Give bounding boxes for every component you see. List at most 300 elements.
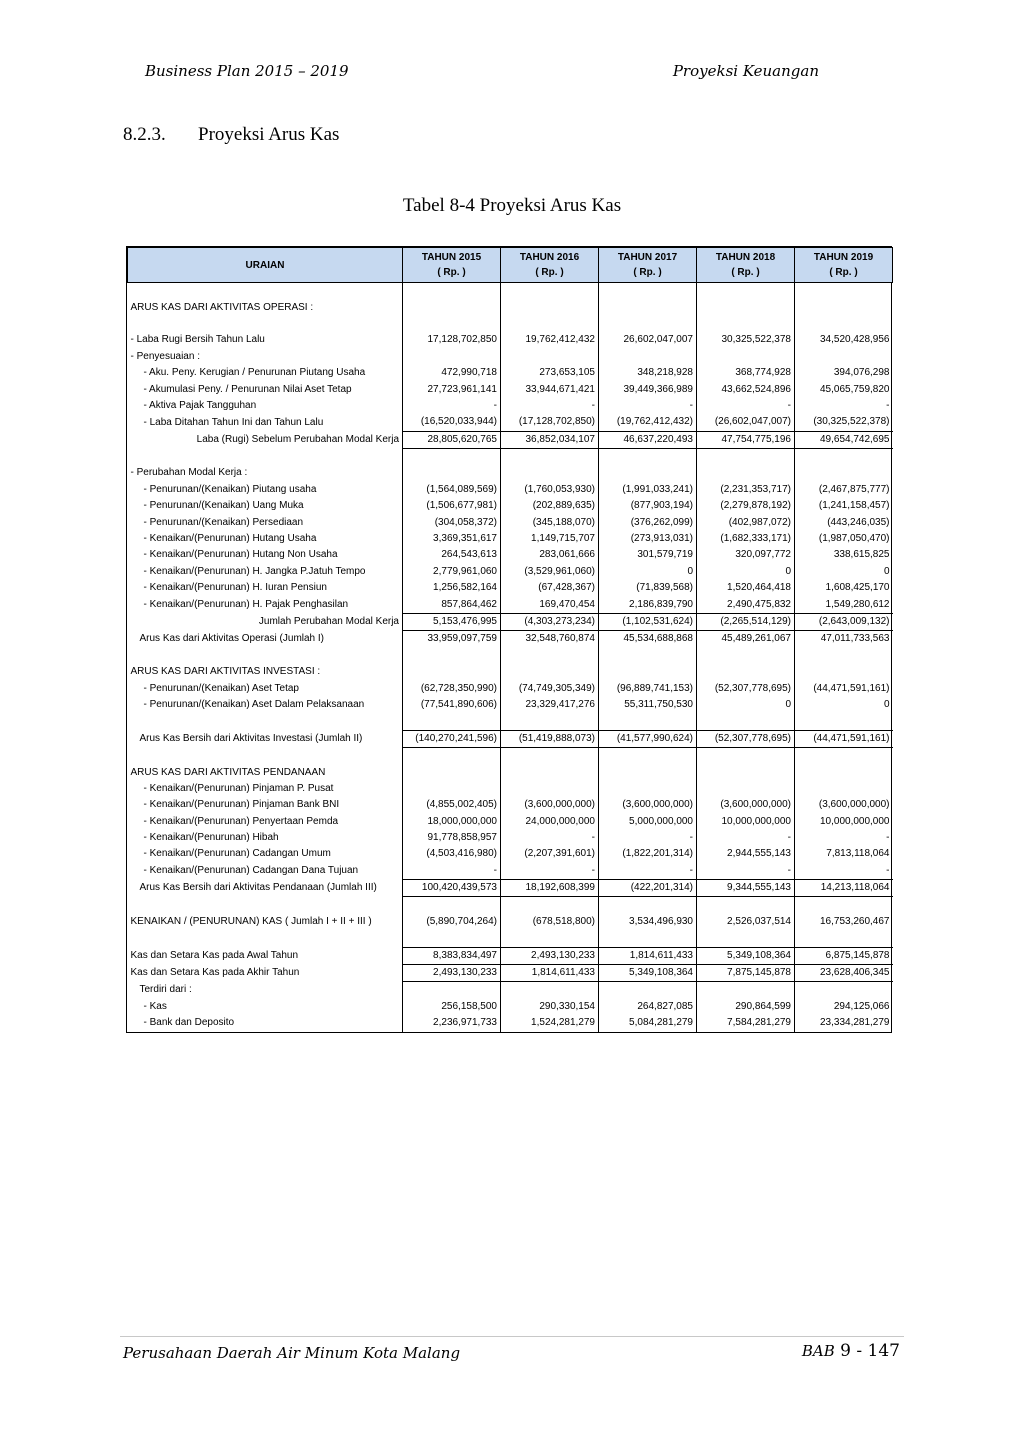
row-value: (273,913,031)	[599, 531, 697, 547]
row-value	[795, 664, 893, 680]
row-label: Arus Kas dari Aktivitas Operasi (Jumlah I)	[139, 633, 325, 645]
table-row	[128, 381, 893, 397]
row-label	[128, 448, 403, 465]
row-value	[599, 349, 697, 365]
row-value: (678,518,800)	[501, 914, 599, 930]
row-label: - Bank dan Deposito	[143, 1017, 235, 1029]
row-value: 301,579,719	[599, 547, 697, 563]
row-value: (67,428,367)	[501, 580, 599, 596]
row-value	[795, 349, 893, 365]
row-value	[501, 648, 599, 664]
row-value: 348,218,928	[599, 365, 697, 381]
table-row	[128, 697, 893, 713]
row-value: 2,493,130,233	[501, 947, 599, 964]
row-label: - Aku. Peny. Kerugian / Penurunan Piutang Usaha	[143, 367, 366, 379]
table-row	[128, 880, 893, 897]
table-row	[128, 965, 893, 982]
row-value	[501, 299, 599, 315]
row-label: - Kenaikan/(Penurunan) Cadangan Umum	[143, 848, 331, 860]
row-value: -	[697, 863, 795, 880]
row-value: (71,839,568)	[599, 580, 697, 596]
table-row	[128, 830, 893, 846]
row-value	[599, 764, 697, 780]
row-value: -	[599, 830, 697, 846]
table-row	[128, 631, 893, 648]
row-value	[403, 299, 501, 315]
row-value: 18,192,608,399	[501, 880, 599, 897]
table-row	[128, 531, 893, 547]
row-value	[403, 747, 501, 764]
table-row	[128, 431, 893, 448]
row-value	[403, 283, 501, 300]
row-value	[403, 982, 501, 999]
row-value: 2,779,961,060	[403, 564, 501, 580]
row-label: ARUS KAS DARI AKTIVITAS OPERASI :	[130, 301, 314, 313]
row-value	[403, 448, 501, 465]
row-value: (96,889,741,153)	[599, 680, 697, 696]
row-value: 45,534,688,868	[599, 631, 697, 648]
row-value: 264,827,085	[599, 999, 697, 1015]
row-value: (877,903,194)	[599, 498, 697, 514]
row-value	[599, 283, 697, 300]
row-label: Arus Kas Bersih dari Aktivitas Investasi (Jumlah II)	[139, 732, 363, 744]
row-value: 1,256,582,164	[403, 580, 501, 596]
row-value: 2,493,130,233	[403, 965, 501, 982]
row-value: 24,000,000,000	[501, 814, 599, 830]
row-value	[697, 781, 795, 797]
table-row	[128, 797, 893, 813]
row-value	[403, 664, 501, 680]
row-value: 27,723,961,141	[403, 381, 501, 397]
row-value	[599, 982, 697, 999]
row-value: (1,822,201,314)	[599, 846, 697, 862]
row-value	[697, 897, 795, 914]
row-value: 2,236,971,733	[403, 1015, 501, 1031]
row-value: 10,000,000,000	[795, 814, 893, 830]
row-value	[795, 764, 893, 780]
row-label: Terdiri dari :	[139, 984, 192, 996]
row-value: 0	[795, 697, 893, 713]
row-value: 368,774,928	[697, 365, 795, 381]
row-value	[501, 747, 599, 764]
row-value: 1,520,464,418	[697, 580, 795, 596]
row-value: 49,654,742,695	[795, 431, 893, 448]
row-label: Arus Kas Bersih dari Aktivitas Pendanaan (Jumlah III)	[139, 882, 377, 894]
row-value	[403, 781, 501, 797]
row-value: 857,864,462	[403, 596, 501, 613]
row-value	[697, 648, 795, 664]
row-value: 2,186,839,790	[599, 596, 697, 613]
row-value	[697, 982, 795, 999]
row-value: (44,471,591,161)	[795, 730, 893, 747]
table-row	[128, 349, 893, 365]
row-value: (19,762,412,432)	[599, 414, 697, 431]
row-label: Kas dan Setara Kas pada Akhir Tahun	[130, 967, 300, 979]
row-value	[795, 648, 893, 664]
row-value: 290,864,599	[697, 999, 795, 1015]
row-value	[501, 764, 599, 780]
row-value: 7,813,118,064	[795, 846, 893, 862]
row-label: Kas dan Setara Kas pada Awal Tahun	[130, 949, 299, 961]
row-value	[501, 982, 599, 999]
row-value: 47,754,775,196	[697, 431, 795, 448]
row-value	[697, 930, 795, 947]
page-number: 9 - 147	[840, 1341, 900, 1361]
row-value: (2,265,514,129)	[697, 613, 795, 630]
row-value: 45,489,261,067	[697, 631, 795, 648]
row-value: 39,449,366,989	[599, 381, 697, 397]
row-value	[697, 747, 795, 764]
row-value: (30,325,522,378)	[795, 414, 893, 431]
row-value: (422,201,314)	[599, 880, 697, 897]
row-value	[501, 781, 599, 797]
row-value	[403, 930, 501, 947]
row-label: - Penyesuaian :	[130, 350, 200, 362]
row-value	[795, 465, 893, 481]
row-value: (1,241,158,457)	[795, 498, 893, 514]
row-value: 30,325,522,378	[697, 332, 795, 348]
row-value: 19,762,412,432	[501, 332, 599, 348]
row-value: (1,506,677,981)	[403, 498, 501, 514]
table-row	[128, 982, 893, 999]
row-value: 23,628,406,345	[795, 965, 893, 982]
row-label: - Laba Ditahan Tahun Ini dan Tahun Lalu	[143, 416, 324, 428]
row-value: -	[697, 398, 795, 414]
row-value	[599, 648, 697, 664]
row-value: (376,262,099)	[599, 514, 697, 530]
row-value: 256,158,500	[403, 999, 501, 1015]
row-label: - Kenaikan/(Penurunan) Penyertaan Pemda	[143, 815, 339, 827]
table-row	[128, 414, 893, 431]
row-label: - Kenaikan/(Penurunan) Pinjaman P. Pusat	[143, 782, 334, 794]
row-value: (402,987,072)	[697, 514, 795, 530]
row-value	[795, 316, 893, 332]
row-value: 0	[697, 697, 795, 713]
row-value	[599, 316, 697, 332]
row-value: 34,520,428,956	[795, 332, 893, 348]
table-row	[128, 580, 893, 596]
row-value: (4,855,002,405)	[403, 797, 501, 813]
row-value: 3,534,496,930	[599, 914, 697, 930]
row-value: 1,524,281,279	[501, 1015, 599, 1031]
table-row	[128, 613, 893, 630]
row-label	[128, 283, 403, 300]
row-value	[501, 930, 599, 947]
row-value: 10,000,000,000	[697, 814, 795, 830]
row-label: - Penurunan/(Kenaikan) Persediaan	[143, 516, 304, 528]
table-row	[128, 781, 893, 797]
table-row	[128, 398, 893, 414]
row-value: (2,231,353,717)	[697, 482, 795, 498]
row-value: 7,584,281,279	[697, 1015, 795, 1031]
cash-flow-table-frame	[126, 246, 892, 1033]
row-value	[501, 664, 599, 680]
row-value: -	[795, 830, 893, 846]
row-value	[599, 664, 697, 680]
row-value	[795, 897, 893, 914]
table-row	[128, 332, 893, 348]
row-label: - Kenaikan/(Penurunan) Hutang Usaha	[143, 533, 317, 545]
table-row	[128, 730, 893, 747]
row-value: (17,128,702,850)	[501, 414, 599, 431]
table-row	[128, 947, 893, 964]
row-value	[403, 465, 501, 481]
row-value: -	[599, 863, 697, 880]
row-value: 7,875,145,878	[697, 965, 795, 982]
row-value: 28,805,620,765	[403, 431, 501, 448]
row-value: 472,990,718	[403, 365, 501, 381]
row-value: -	[599, 398, 697, 414]
row-value	[501, 316, 599, 332]
row-value: (5,890,704,264)	[403, 914, 501, 930]
row-value: (443,246,035)	[795, 514, 893, 530]
row-label: - Penurunan/(Kenaikan) Piutang usaha	[143, 483, 317, 495]
row-value: 394,076,298	[795, 365, 893, 381]
row-value: 23,334,281,279	[795, 1015, 893, 1031]
row-value: -	[403, 863, 501, 880]
row-label: - Aktiva Pajak Tangguhan	[143, 399, 257, 411]
row-value: (52,307,778,695)	[697, 680, 795, 696]
table-row	[128, 764, 893, 780]
row-value	[795, 982, 893, 999]
row-value: 1,549,280,612	[795, 596, 893, 613]
row-value: 283,061,666	[501, 547, 599, 563]
row-value: (345,188,070)	[501, 514, 599, 530]
row-value	[501, 897, 599, 914]
row-value	[697, 664, 795, 680]
row-value: -	[501, 398, 599, 414]
row-value	[697, 316, 795, 332]
table-row	[128, 930, 893, 947]
row-label	[128, 316, 403, 332]
table-row	[128, 283, 893, 300]
row-value: 0	[599, 564, 697, 580]
table-row	[128, 914, 893, 930]
row-value: -	[501, 863, 599, 880]
row-value: 26,602,047,007	[599, 332, 697, 348]
row-value	[697, 299, 795, 315]
row-value	[795, 283, 893, 300]
row-value: -	[795, 863, 893, 880]
row-value: (62,728,350,990)	[403, 680, 501, 696]
row-value: (3,600,000,000)	[697, 797, 795, 813]
row-value	[795, 299, 893, 315]
table-row	[128, 482, 893, 498]
row-value: 1,814,611,433	[501, 965, 599, 982]
row-label: Laba (Rugi) Sebelum Perubahan Modal Kerja	[196, 433, 399, 445]
row-label: - Perubahan Modal Kerja :	[130, 467, 248, 479]
row-value: 16,753,260,467	[795, 914, 893, 930]
column-header-year: TAHUN 2018 ( Rp. )	[697, 248, 795, 283]
row-value	[403, 713, 501, 730]
row-value: (74,749,305,349)	[501, 680, 599, 696]
row-value: 294,125,066	[795, 999, 893, 1015]
row-label: - Kenaikan/(Penurunan) Hutang Non Usaha	[143, 549, 338, 561]
row-value: 2,526,037,514	[697, 914, 795, 930]
row-value	[599, 781, 697, 797]
row-value: 23,329,417,276	[501, 697, 599, 713]
row-value: -	[795, 398, 893, 414]
row-label: KENAIKAN / (PENURUNAN) KAS ( Jumlah I + II + III )	[130, 916, 372, 928]
row-value: (1,991,033,241)	[599, 482, 697, 498]
row-value: 320,097,772	[697, 547, 795, 563]
row-value: (41,577,990,624)	[599, 730, 697, 747]
row-value	[403, 349, 501, 365]
row-value	[501, 448, 599, 465]
row-value	[795, 448, 893, 465]
row-value: (304,058,372)	[403, 514, 501, 530]
row-value: 5,153,476,995	[403, 613, 501, 630]
page-footer-left: Perusahaan Daerah Air Minum Kota Malang	[123, 1344, 461, 1362]
row-label: ARUS KAS DARI AKTIVITAS PENDANAAN	[130, 766, 326, 778]
row-label: - Kas	[143, 1000, 167, 1012]
row-value	[599, 747, 697, 764]
row-value	[403, 897, 501, 914]
row-value: 5,084,281,279	[599, 1015, 697, 1031]
row-value	[599, 930, 697, 947]
row-value: 14,213,118,064	[795, 880, 893, 897]
row-label	[128, 648, 403, 664]
row-label	[128, 930, 403, 947]
table-row	[128, 299, 893, 315]
row-label: - Kenaikan/(Penurunan) Cadangan Dana Tujuan	[143, 865, 359, 877]
row-value: 3,369,351,617	[403, 531, 501, 547]
row-value	[403, 764, 501, 780]
row-value: 18,000,000,000	[403, 814, 501, 830]
row-label: - Kenaikan/(Penurunan) H. Iuran Pensiun	[143, 582, 327, 594]
section-title: Proyeksi Arus Kas	[198, 124, 340, 145]
chapter-label: BAB	[801, 1342, 835, 1360]
row-value: (1,682,333,171)	[697, 531, 795, 547]
row-value: 5,349,108,364	[599, 965, 697, 982]
row-value: (3,600,000,000)	[501, 797, 599, 813]
table-row	[128, 999, 893, 1015]
row-value	[697, 465, 795, 481]
footer-divider	[120, 1336, 904, 1337]
table-row	[128, 547, 893, 563]
row-value: 2,944,555,143	[697, 846, 795, 862]
row-value: (1,760,053,930)	[501, 482, 599, 498]
row-label: ARUS KAS DARI AKTIVITAS INVESTASI :	[130, 666, 321, 678]
row-value: 1,149,715,707	[501, 531, 599, 547]
row-label: - Penurunan/(Kenaikan) Aset Tetap	[143, 682, 299, 694]
row-value: 32,548,760,874	[501, 631, 599, 648]
row-value: (44,471,591,161)	[795, 680, 893, 696]
row-value	[501, 713, 599, 730]
row-value: 47,011,733,563	[795, 631, 893, 648]
row-value: -	[403, 398, 501, 414]
row-value: (16,520,033,944)	[403, 414, 501, 431]
row-value	[697, 349, 795, 365]
row-value: 33,944,671,421	[501, 381, 599, 397]
table-row	[128, 747, 893, 764]
table-row	[128, 664, 893, 680]
row-value: (3,600,000,000)	[795, 797, 893, 813]
row-label	[128, 713, 403, 730]
row-value: 1,814,611,433	[599, 947, 697, 964]
row-value	[697, 764, 795, 780]
row-value	[795, 930, 893, 947]
row-value: 0	[795, 564, 893, 580]
row-label	[128, 747, 403, 764]
row-value	[501, 465, 599, 481]
table-row	[128, 648, 893, 664]
row-value: 169,470,454	[501, 596, 599, 613]
row-value: 338,615,825	[795, 547, 893, 563]
section-number: 8.2.3.	[123, 124, 166, 145]
row-value: 55,311,750,530	[599, 697, 697, 713]
row-value: (4,303,273,234)	[501, 613, 599, 630]
row-value	[501, 283, 599, 300]
column-header-year: TAHUN 2019 ( Rp. )	[795, 248, 893, 283]
row-label: - Kenaikan/(Penurunan) H. Pajak Penghasilan	[143, 598, 349, 610]
row-label: - Kenaikan/(Penurunan) Hibah	[143, 832, 279, 844]
row-value: (77,541,890,606)	[403, 697, 501, 713]
row-value	[697, 448, 795, 465]
row-value	[599, 448, 697, 465]
row-value: (4,503,416,980)	[403, 846, 501, 862]
row-value: 9,344,555,143	[697, 880, 795, 897]
row-value	[403, 648, 501, 664]
row-value: 6,875,145,878	[795, 947, 893, 964]
row-label: - Laba Rugi Bersih Tahun Lalu	[130, 334, 265, 346]
column-header-year: TAHUN 2015 ( Rp. )	[403, 248, 501, 283]
table-row	[128, 846, 893, 862]
row-label: Jumlah Perubahan Modal Kerja	[258, 616, 399, 627]
row-label: - Akumulasi Peny. / Penurunan Nilai Aset Tetap	[143, 383, 352, 395]
table-row	[128, 465, 893, 481]
row-value: 33,959,097,759	[403, 631, 501, 648]
column-header-uraian: URAIAN	[128, 248, 403, 283]
row-value: -	[697, 830, 795, 846]
row-value: 5,000,000,000	[599, 814, 697, 830]
row-value	[697, 283, 795, 300]
row-label: - Kenaikan/(Penurunan) H. Jangka P.Jatuh Tempo	[143, 565, 366, 577]
row-value: (1,987,050,470)	[795, 531, 893, 547]
table-row	[128, 713, 893, 730]
table-row	[128, 897, 893, 914]
row-value: 0	[697, 564, 795, 580]
section-heading	[123, 124, 339, 146]
row-value: (140,270,241,596)	[403, 730, 501, 747]
row-value: 264,543,613	[403, 547, 501, 563]
row-label: - Penurunan/(Kenaikan) Uang Muka	[143, 500, 304, 512]
row-value	[599, 713, 697, 730]
table-row	[128, 863, 893, 880]
column-header-year: TAHUN 2016 ( Rp. )	[501, 248, 599, 283]
table-row	[128, 365, 893, 381]
row-value: 17,128,702,850	[403, 332, 501, 348]
page-footer-right	[802, 1341, 900, 1361]
row-value: (2,467,875,777)	[795, 482, 893, 498]
row-value: 45,065,759,820	[795, 381, 893, 397]
row-label	[128, 897, 403, 914]
row-value: 46,637,220,493	[599, 431, 697, 448]
row-value	[599, 897, 697, 914]
row-label: - Penurunan/(Kenaikan) Aset Dalam Pelaksanaan	[143, 698, 365, 710]
row-value: (52,307,778,695)	[697, 730, 795, 747]
table-row	[128, 448, 893, 465]
page-header-right: Proyeksi Keuangan	[672, 62, 819, 80]
table-row	[128, 564, 893, 580]
cash-flow-table	[127, 247, 893, 1032]
row-value: (26,602,047,007)	[697, 414, 795, 431]
row-value: 2,490,475,832	[697, 596, 795, 613]
table-row	[128, 498, 893, 514]
table-row	[128, 814, 893, 830]
table-header-row	[128, 248, 893, 283]
table-row	[128, 1015, 893, 1031]
